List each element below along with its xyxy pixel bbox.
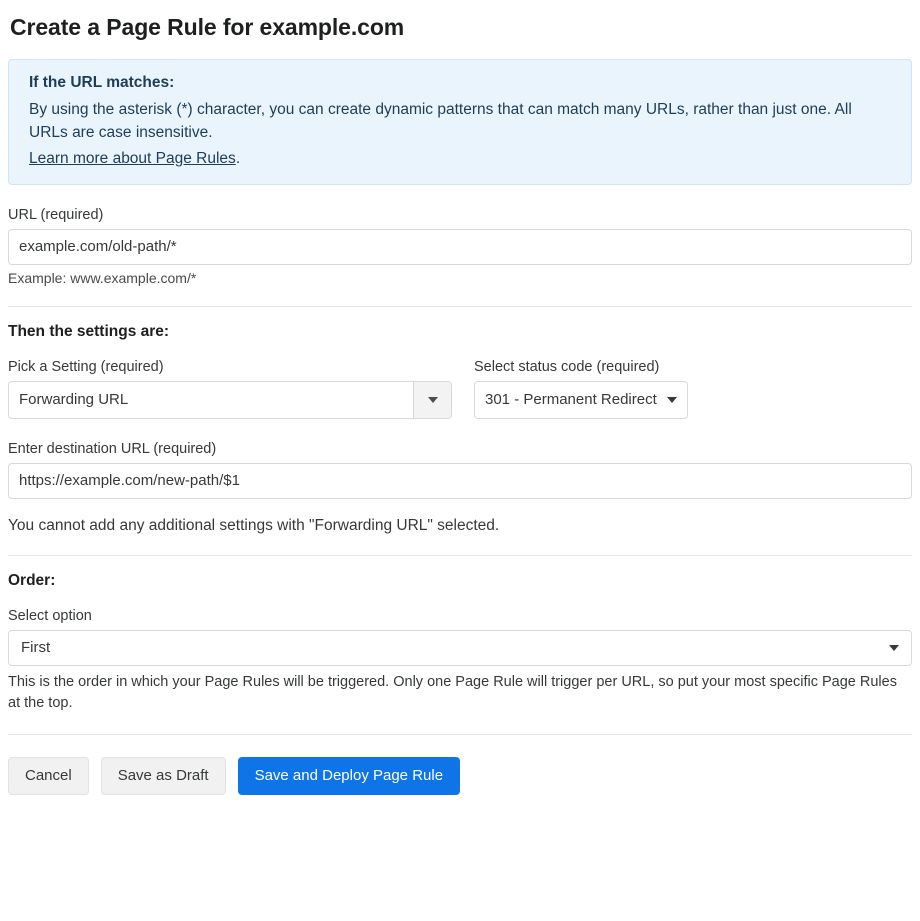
url-match-info-box [8,59,912,185]
form-footer [8,757,912,807]
settings-heading: Then the settings are: [8,322,170,340]
status-code-group [474,359,718,419]
info-link-period: . [235,149,241,167]
url-input[interactable] [8,229,912,265]
status-code-value: 301 - Permanent Redirect [485,391,657,408]
info-box-title: If the URL matches: [29,74,175,91]
page-title: Create a Page Rule for example.com [10,14,405,40]
divider-order [8,555,912,556]
destination-url-input[interactable] [8,463,912,499]
url-field-label: URL (required) [8,206,104,223]
order-select[interactable] [8,630,912,666]
settings-row [8,359,912,419]
chevron-down-icon [428,397,438,403]
chevron-down-icon [889,645,899,651]
destination-group [8,441,912,499]
cancel-button[interactable]: Cancel [8,757,89,795]
forwarding-url-note: You cannot add any additional settings with "Forwarding URL" selected. [8,516,500,534]
info-box-text: By using the asterisk (*) character, you can create dynamic patterns that can match many URLs, rather than just one. All URLs are case insensitive. [29,101,852,142]
info-box-link-row [29,150,891,168]
order-note: This is the order in which your Page Rules will be triggered. Only one Page Rule will trigger per URL, so put your most specific Page Rules at the top. [8,673,897,711]
divider-footer [8,734,912,735]
save-and-deploy-button[interactable]: Save and Deploy Page Rule [238,757,460,795]
learn-more-link[interactable]: Learn more about Page Rules [29,149,236,167]
order-select-label: Select option [8,607,92,624]
pick-a-setting-select[interactable] [8,381,452,419]
divider-settings [8,306,912,307]
pick-a-setting-group [8,359,452,419]
url-helper-text: Example: www.example.com/* [8,269,197,286]
status-code-label: Select status code (required) [474,358,660,375]
pick-a-setting-arrow-box[interactable] [413,382,451,418]
status-code-select[interactable] [474,381,688,419]
pick-a-setting-label: Pick a Setting (required) [8,358,164,375]
chevron-down-icon [667,397,677,403]
order-select-value: First [21,639,51,656]
pick-a-setting-value: Forwarding URL [19,391,129,408]
destination-label: Enter destination URL (required) [8,440,217,457]
order-heading: Order: [8,571,56,589]
save-as-draft-button[interactable]: Save as Draft [101,757,226,795]
